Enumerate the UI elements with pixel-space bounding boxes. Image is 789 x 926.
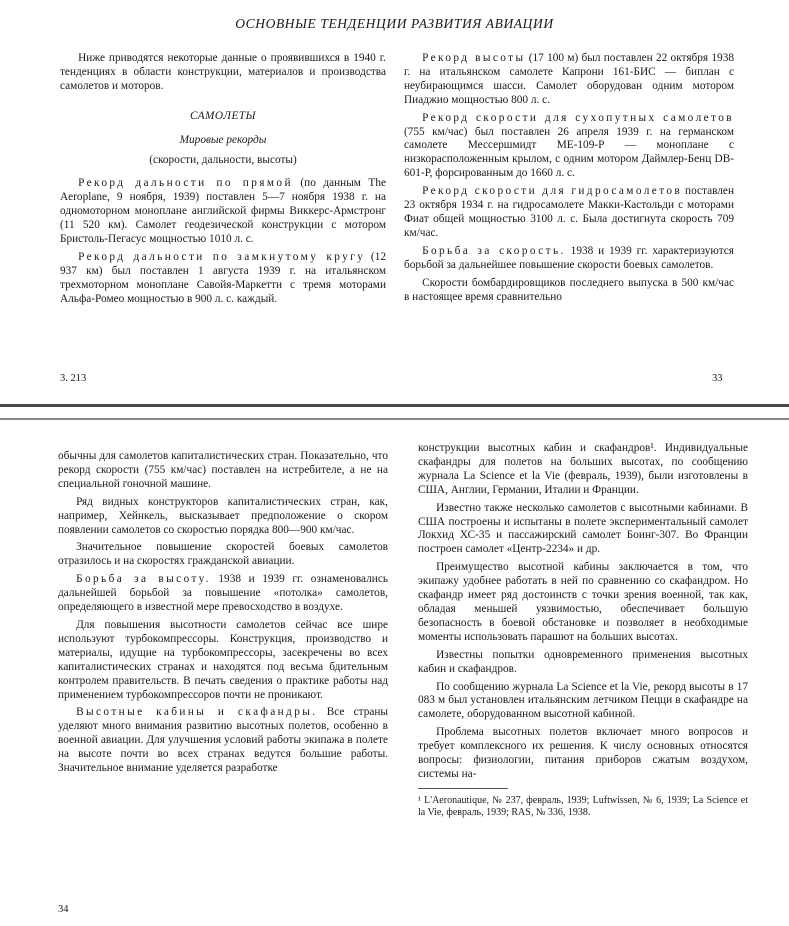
paragraph-body: (755 км/час) был поставлен 26 апреля 1939 г. на германском самолете Мессершмидт МЕ-109-Р — моноплане с низкорасположенным крылом, с одним мотором Даймлер-Бенц DB-601-Р, форсированным до 1660 л. с. <box>404 125 734 180</box>
footnote: ¹ L'Aeronautique, № 237, февраль, 1939; Luftwissen, № 6, 1939; La Science et la Vie, февраль, 1939; RAS, № 336, 1938. <box>418 794 748 819</box>
page-number: 33 <box>712 373 723 384</box>
top-right-column <box>404 52 734 308</box>
paragraph-body: (по данным The Aeroplane, 9 ноября, 1939) поставлен 5—7 ноября 1938 г. на одномоторном моноплане английской фирмы Виккерс-Армстронг (11 520 км). Самолет геодезической конструкции с мотором Бристоль-Пегасус мощностью 1010 л. с. <box>60 177 386 246</box>
footnote-rule <box>418 788 508 789</box>
paragraph: Скорости бомбардировщиков последнего выпуска в 500 км/час в настоящее время сравнительно <box>404 276 734 303</box>
paragraph <box>58 573 388 615</box>
section-heading: САМОЛЕТЫ <box>190 109 256 122</box>
paragraph: обычны для самолетов капиталистических стран. Показательно, что рекорд скорости (755 км/час) поставлен на истребителе, а не на специальной гоночной машине. <box>58 450 388 490</box>
paragraph <box>404 185 734 241</box>
paragraph-body: Все страны уделяют много внимания развитию высотных полетов, особенно в военной авиации. Для улучшения условий работы экипажа в полете на высоте почти во всех странах ведутся большие работы. Значительное внимание уделяется разработке <box>58 706 388 775</box>
paragraph <box>404 52 734 108</box>
paragraph: Проблема высотных полетов включает много вопросов и требует комплексного их решения. К числу основных относятся вопросы: физиологии, питания приборов сжатым воздухом, системы на- <box>418 726 748 780</box>
spaced-lead: Борьба за высоту. <box>76 573 211 586</box>
paragraph <box>58 706 388 776</box>
paragraph: Значительное повышение скоростей боевых самолетов отразилось и на скоростях гражданской авиации. <box>58 541 388 568</box>
spaced-lead: Рекорд скорости для гидросамолетов <box>422 185 683 198</box>
paragraph-body: 1938 и 1939 гг. характеризуются борьбой за дальнейшее повышение скорости боевых самолетов. <box>404 244 734 271</box>
subsection-subtitle: (скорости, дальности, высоты) <box>149 153 297 166</box>
spaced-lead: Рекорд дальности по замкнутому кругу <box>78 250 366 263</box>
paragraph <box>404 245 734 273</box>
paragraph: По сообщению журнала La Science et la Vie, рекорд высоты в 17 083 м был установлен итальянским летчиком Пецци в скафандре на самолете, оборудованном высотной кабиной. <box>418 680 748 721</box>
spaced-lead: Рекорд высоты <box>422 52 526 64</box>
paragraph-body: 1938 и 1939 гг. ознаменовались дальнейшей борьбой за повышение «потолка» самолетов, определяющего в известной мере превосходство в воздухе. <box>58 573 388 614</box>
spaced-lead: Рекорд скорости для сухопутных самолетов <box>422 111 734 124</box>
signature-mark: 3. 213 <box>60 373 87 384</box>
paragraph: конструкции высотных кабин и скафандров¹. Индивидуальные скафандры для полетов на больших высотах, по сообщению журнала La Science et la Vie (февраль, 1939), были изготовлены в США, Англии, Германии, Италии и Франции. <box>418 442 748 496</box>
spaced-lead: Высотные кабины и скафандры. <box>76 706 318 719</box>
divider-rule-bottom <box>0 418 789 420</box>
paragraph: Преимущество высотной кабины заключается в том, что экипажу удобнее работать в ней по сравнению со скафандром. Но скафандр имеет ряд достоинств с точки зрения военной, так как, обладая меньшей уязвимостью, обеспечивает большую безопасность в боевой обстановке и позволяет в необходимые моменты использовать парашют на больших высотах. <box>418 561 748 643</box>
paragraph-body: (17 100 м) был поставлен 22 октября 1938 г. на итальянском самолете Капрони 161-БИС — биплан с неубирающимся шасси. Самолет оборудован одним мотором Пиаджио мощностью 800 л. с. <box>404 52 734 106</box>
page-34-35 <box>0 428 789 926</box>
spaced-lead: Борьба за скорость. <box>422 244 566 257</box>
page-number: 34 <box>58 904 69 915</box>
subsection-heading: Мировые рекорды <box>179 133 267 146</box>
spaced-lead: Рекорд дальности по прямой <box>78 177 293 190</box>
page-divider <box>0 404 789 428</box>
running-head: ОСНОВНЫЕ ТЕНДЕНЦИИ РАЗВИТИЯ АВИАЦИИ <box>235 16 554 31</box>
page-33 <box>0 0 789 404</box>
paragraph: Для повышения высотности самолетов сейчас все шире используют турбокомпрессоры. Конструкция, производство и материалы, идущие на турбокомпрессоры, засекречены во всех капиталистических странах и находятся под весьма бдительным контролем правительств. В печать сведения о практике работы над применением турбокомпрессоров почти не проникают. <box>58 618 388 701</box>
paragraph-body: (12 937 км) был поставлен 1 августа 1939 г. на итальянском трехмоторном моноплане Савойя-Маркетти с тремя моторами Альфа-Ромео мощностью в 900 л. с. каждый. <box>60 250 386 305</box>
bottom-right-column <box>418 442 748 820</box>
paragraph <box>404 112 734 182</box>
bottom-left-column <box>58 450 388 780</box>
paragraph: Известны попытки одновременного применения высотных кабин и скафандров. <box>418 648 748 675</box>
paragraph-body: поставлен 23 октября 1934 г. на гидросамолете Макки-Кастольди с моторами Фиат общей мощностью 3100 л. с. Была достигнута скорость 709 км/час. <box>404 185 734 239</box>
paragraph: Известно также несколько самолетов с высотными кабинами. В США построены и испытаны в полете экспериментальный самолет Локхид ХС-35 и пассажирский самолет Боинг-307. Во Франции построен самолет «Центр-2234» и др. <box>418 501 748 556</box>
paragraph <box>60 177 386 247</box>
paragraph: Ряд видных конструкторов капиталистических стран, как, например, Хейнкель, высказывает предположение о скором появлении самолетов со скоростью порядка 800—900 км/час. <box>58 495 388 536</box>
divider-rule-top <box>0 404 789 407</box>
top-left-column <box>60 52 386 311</box>
paragraph <box>60 251 386 307</box>
intro-paragraph: Ниже приводятся некоторые данные о проявившихся в 1940 г. тенденциях в области конструкции, материалов и производства самолетов и моторов. <box>60 52 386 92</box>
